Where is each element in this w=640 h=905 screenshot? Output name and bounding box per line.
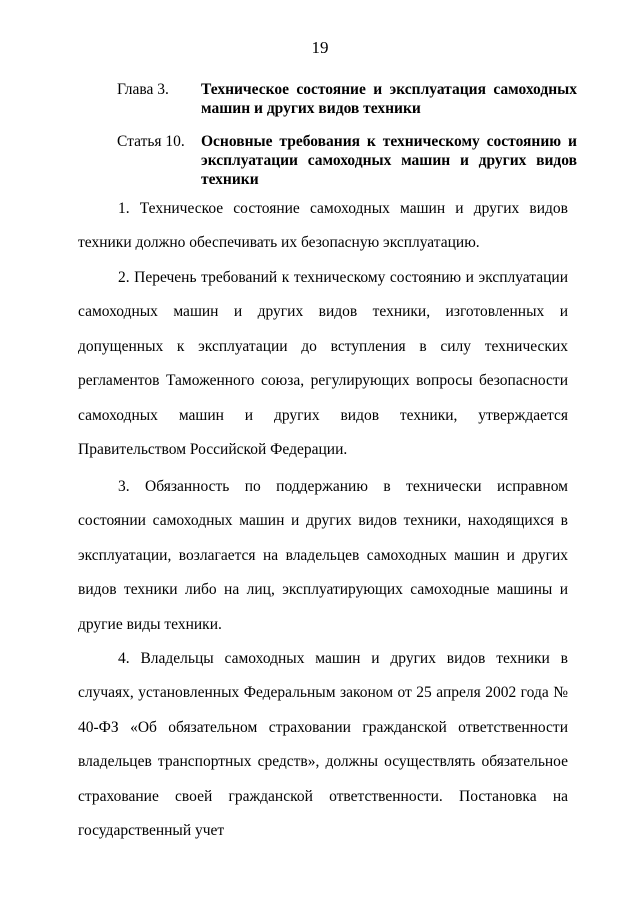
- chapter-label: Глава 3.: [117, 81, 169, 98]
- chapter-heading: [117, 80, 577, 118]
- paragraph-3: 3. Обязанность по поддержанию в технически исправном состоянии самоходных машин и других видов техники, находящихся в эксплуатации, возлагается на владельцев самоходных машин и других видов техники либо на лиц, эксплуатирующих самоходные машины и другие виды техники.: [78, 478, 568, 633]
- article-title: Основные требования к техническому состоянию и эксплуатации самоходных машин и других видов техники: [201, 133, 577, 188]
- paragraph-4: 4. Владельцы самоходных машин и других видов техники в случаях, установленных Федеральным законом от 25 апреля 2002 года № 40-ФЗ «Об обязательном страховании гражданской ответственности владельцев транспортных средств», должны осуществлять обязательное страхование своей гражданской ответственности. Постановка на государственный учет: [78, 650, 568, 840]
- chapter-title: Техническое состояние и эксплуатация самоходных машин и других видов техники: [201, 81, 577, 117]
- paragraph-1: 1. Техническое состояние самоходных машин и других видов техники должно обеспечивать их безопасную эксплуатацию.: [78, 200, 568, 252]
- paragraph-2: 2. Перечень требований к техническому состоянию и эксплуатации самоходных машин и других видов техники, изготовленных и допущенных к эксплуатации до вступления в силу технических регламентов Таможенного союза, регулирующих вопросы безопасности самоходных машин и других видов техники, утверждается Правительством Российской Федерации.: [78, 269, 568, 459]
- page-number: 19: [311, 38, 329, 57]
- article-label: Статья 10.: [117, 133, 185, 150]
- article-heading: [117, 132, 577, 189]
